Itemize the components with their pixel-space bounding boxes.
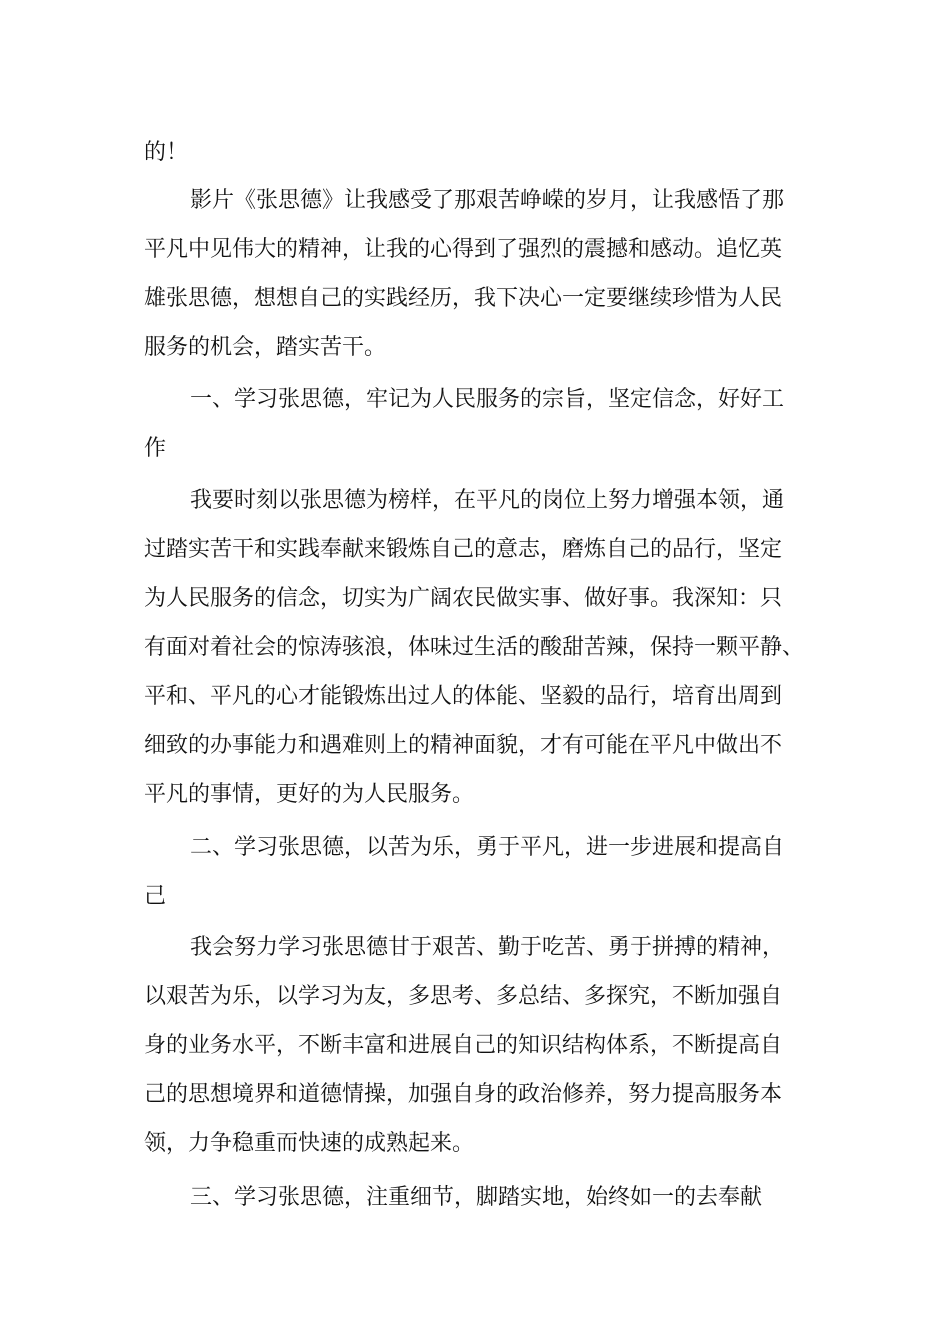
text-line: 为人民服务的信念，切实为广阔农民做实事、做好事。我深知：只 xyxy=(144,586,783,611)
text-line: 雄张思德，想想自己的实践经历，我下决心一定要继续珍惜为人民 xyxy=(144,286,783,311)
text-line: 平和、平凡的心才能锻炼出过人的体能、坚毅的品行，培育出周到 xyxy=(144,684,783,709)
text-line: 领，力争稳重而快速的成熟起来。 xyxy=(144,1131,475,1156)
text-line: 己的思想境界和道德情操，加强自身的政治修养，努力提高服务本 xyxy=(144,1082,783,1107)
paragraph-first-line: 我会努力学习张思德甘于艰苦、勤于吃苦、勇于拼搏的精神， xyxy=(190,935,785,960)
text-line: 细致的办事能力和遇难则上的精神面貌，才有可能在平凡中做出不 xyxy=(144,733,783,758)
paragraph-first-line: 我要时刻以张思德为榜样，在平凡的岗位上努力增强本领，通 xyxy=(190,488,785,513)
section-heading-1-continued: 作 xyxy=(144,436,167,461)
section-heading-3: 三、学习张思德，注重细节，脚踏实地，始终如一的去奉献 xyxy=(190,1185,763,1210)
text-line: 服务的机会，踏实苦干。 xyxy=(144,335,387,360)
text-line: 身的业务水平，不断丰富和进展自己的知识结构体系，不断提高自 xyxy=(144,1033,783,1058)
text-line: 有面对着社会的惊涛骇浪，体味过生活的酸甜苦辣，保持一颗平静、 xyxy=(144,635,805,660)
section-heading-2-continued: 己 xyxy=(144,884,167,909)
text-line: 的！ xyxy=(144,140,189,165)
text-line: 过踏实苦干和实践奉献来锻炼自己的意志，磨炼自己的品行，坚定 xyxy=(144,537,783,562)
section-heading-2: 二、学习张思德，以苦为乐，勇于平凡，进一步进展和提高自 xyxy=(190,835,785,860)
text-line: 以艰苦为乐，以学习为友，多思考、多总结、多探究，不断加强自 xyxy=(144,984,783,1009)
text-line: 平凡的事情，更好的为人民服务。 xyxy=(144,782,475,807)
section-heading-1: 一、学习张思德，牢记为人民服务的宗旨，坚定信念，好好工 xyxy=(190,387,785,412)
paragraph-first-line: 影片《张思德》让我感受了那艰苦峥嵘的岁月，让我感悟了那 xyxy=(190,188,785,213)
text-line: 平凡中见伟大的精神，让我的心得到了强烈的震撼和感动。追忆英 xyxy=(144,237,783,262)
